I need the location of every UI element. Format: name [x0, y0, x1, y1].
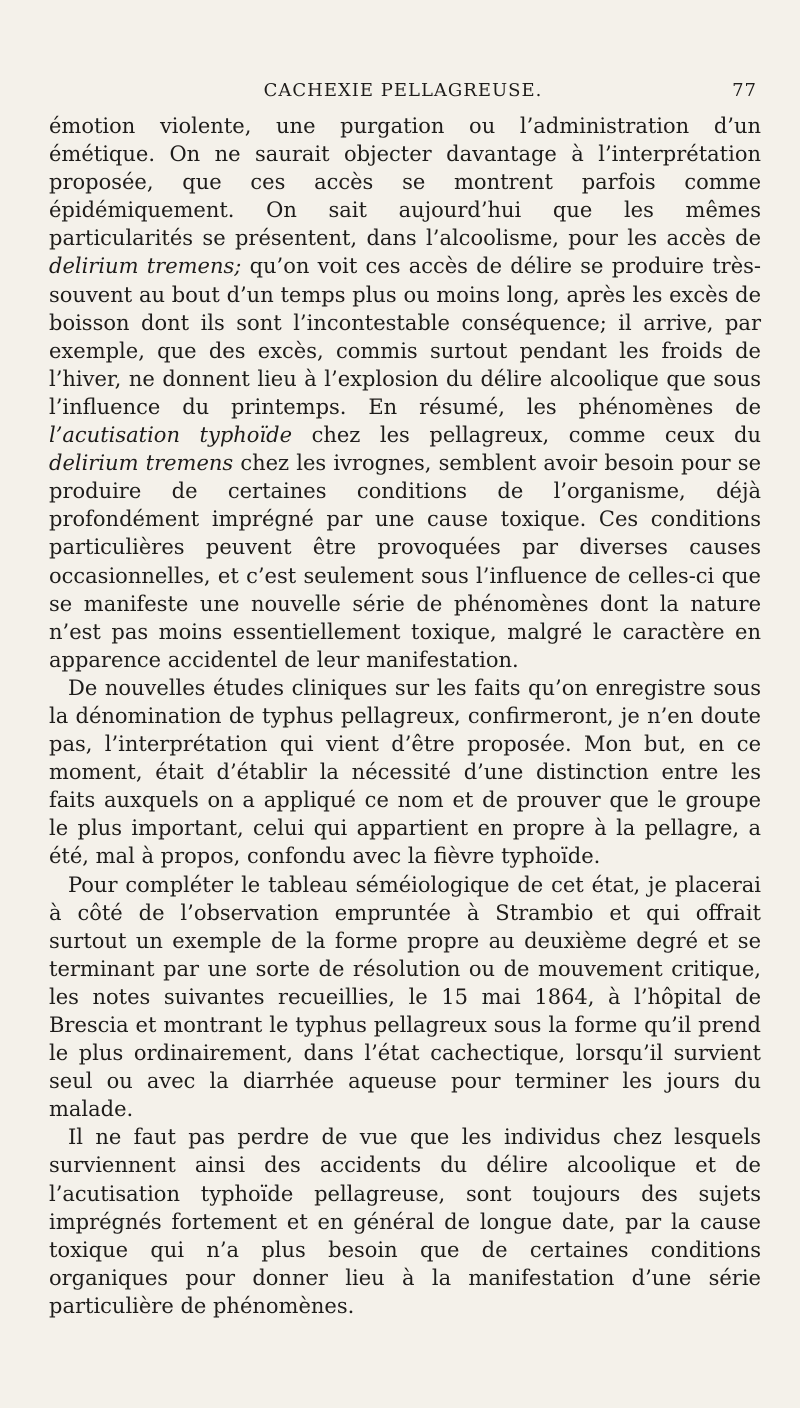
running-title: CACHEXIE PELLAGREUSE.	[263, 80, 543, 101]
paragraph-3	[49, 871, 761, 1124]
text-segment: Pour compléter le tableau séméiologique de cet état, je placerai à côté de l’observation empruntée à Strambio et qui offrait surtout un exemple de la forme propre au deuxième degré et se terminant par une sorte de résolution ou de mouvement critique, les notes suivantes recueillies, le 15 mai 1864, à l’hôpital de Brescia et montrant le typhus pellagreux sous la forme qu’il prend le plus ordinairement, dans l’état cachectique, lorsqu’il survient seul ou avec la diarrhée aqueuse pour terminer les jours du malade.	[49, 872, 761, 1122]
paragraph-1	[49, 112, 761, 674]
body-text	[49, 112, 761, 1320]
running-header	[49, 76, 757, 108]
text-segment: De nouvelles études cliniques sur les faits qu’on enregistre sous la dénomination de typhus pellagreux, confirmeront, je n’en doute pas, l’interprétation qui vient d’être proposée. Mon but, en ce moment, était d’établir la nécessité d’une distinction entre les faits auxquels on a appliqué ce nom et de prouver que le groupe le plus important, celui qui appartient en propre à la pellagre, a été, mal à propos, confondu avec la fièvre typhoïde.	[49, 675, 761, 869]
text-segment: qu’on voit ces accès de délire se produire très-souvent au bout d’un temps plus ou moins long, après les excès de boisson dont ils sont l’incontestable conséquence; il arrive, par exemple, que des excès, commis surtout pendant les froids de l’hiver, ne donnent lieu à l’explosion du délire alcoolique que sous l’influence du printemps. En résumé, les phénomènes de	[49, 254, 761, 419]
italic-term: delirium tremens;	[49, 254, 242, 279]
text-segment: Il ne faut pas perdre de vue que les individus chez lesquels surviennent ainsi des accidents du délire alcoolique et de l’acutisation typhoïde pellagreuse, sont toujours des sujets imprégnés fortement et en général de longue date, par la cause toxique qui n’a plus besoin que de certaines conditions organiques pour donner lieu à la manifestation d’une série particulière de phénomènes.	[49, 1125, 761, 1318]
text-segment: émotion violente, une purgation ou l’administration d’un émétique. On ne saurait objecter davantage à l’interprétation proposée, que ces accès se montrent parfois comme épidémiquement. On sait aujourd’hui que les mêmes particularités se présentent, dans l’alcoolisme, pour les accès de	[49, 114, 761, 251]
italic-term: delirium tremens	[49, 451, 234, 476]
paragraph-2	[49, 674, 761, 871]
paragraph-4	[49, 1123, 761, 1320]
italic-term: l’acutisation typhoïde	[49, 423, 293, 448]
text-segment: chez les ivrognes, semblent avoir besoin pour se produire de certaines conditions de l’organisme, déjà profondément imprégné par une cause toxique. Ces conditions particulières peuvent être provoquées par diverses causes occasionnelles, et c’est seulement sous l’influence de celles-ci que se manifeste une nouvelle série de phénomènes dont la nature n’est pas moins essentiellement toxique, malgré le caractère en apparence accidentel de leur manifestation.	[49, 451, 761, 672]
text-segment: chez les pellagreux, comme ceux du	[292, 423, 761, 448]
page-number: 77	[732, 80, 757, 101]
